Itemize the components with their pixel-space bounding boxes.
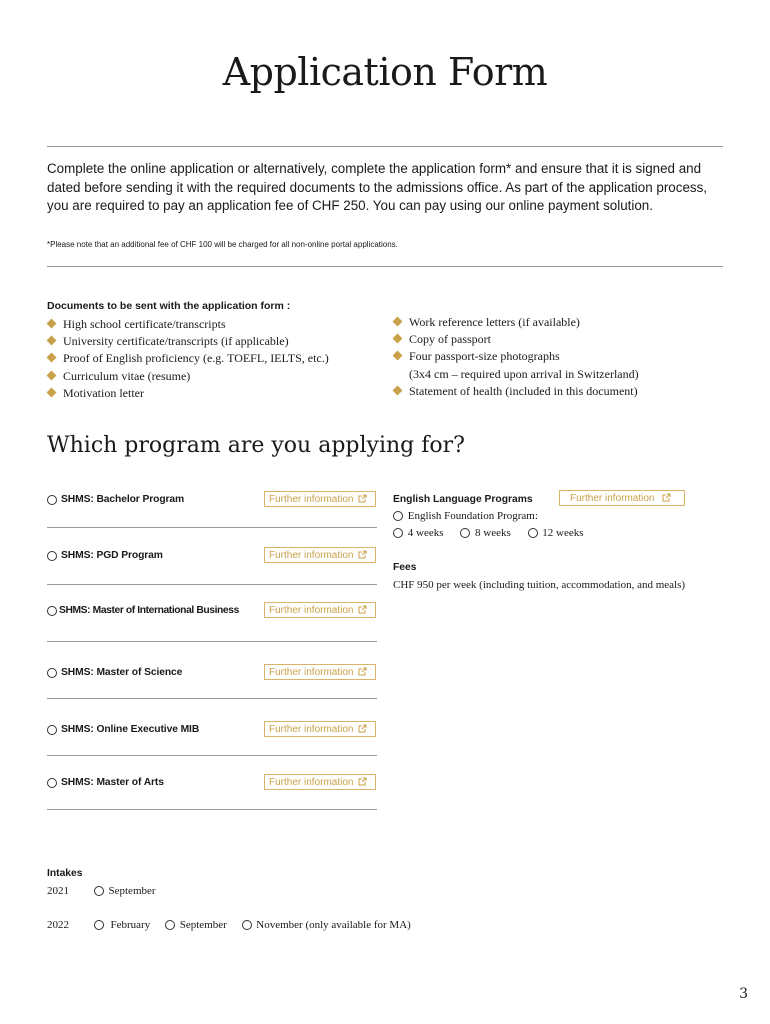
intake-option-label: September	[108, 885, 156, 897]
list-item: Four passport-size photographs	[393, 348, 639, 365]
english-programs-heading: English Language Programs	[393, 494, 533, 505]
fee-note: *Please note that an additional fee of CHF 100 will be charged for all non-online portal applications.	[47, 240, 398, 249]
list-item: Proof of English proficiency (e.g. TOEFL, IELTS, etc.)	[47, 350, 329, 367]
list-item: High school certificate/transcripts	[47, 316, 329, 333]
external-link-icon	[358, 494, 367, 503]
weeks-radio[interactable]	[393, 528, 403, 538]
documents-list-left	[47, 316, 329, 402]
list-item: Copy of passport	[393, 331, 639, 348]
external-link-icon	[358, 667, 367, 676]
intake-radio[interactable]	[165, 920, 175, 930]
intake-radio[interactable]	[94, 920, 104, 930]
divider	[47, 641, 377, 642]
bullet-diamond-icon	[393, 334, 403, 344]
bullet-diamond-icon	[47, 319, 57, 329]
program-label: SHMS: Online Executive MIB	[61, 724, 200, 735]
intake-option-label: September	[179, 919, 227, 931]
weeks-label: 12 weeks	[542, 527, 584, 539]
further-info-link[interactable]: Further information	[264, 664, 376, 680]
bullet-diamond-icon	[47, 336, 57, 346]
program-label: SHMS: Master of International Business	[59, 605, 239, 616]
further-info-link[interactable]: Further information	[559, 490, 685, 506]
list-item-subtext: (3x4 cm – required upon arrival in Switzerland)	[409, 366, 639, 381]
program-label: SHMS: PGD Program	[61, 550, 163, 561]
program-option	[47, 603, 377, 619]
divider	[47, 584, 377, 585]
bullet-diamond-icon	[47, 387, 57, 397]
list-item: Work reference letters (if available)	[393, 314, 639, 331]
program-radio[interactable]	[47, 551, 57, 561]
intro-paragraph: Complete the online application or alternatively, complete the application form* and ensure that it is signed and dated before sending it with the required documents to the admissions office. As part of the application process, you are required to pay an application fee of CHF 250. You can pay using our online payment solution.	[47, 161, 708, 214]
list-item: Curriculum vitae (resume)	[47, 368, 329, 385]
program-radio[interactable]	[47, 495, 57, 505]
divider	[47, 755, 377, 756]
further-info-link[interactable]: Further information	[264, 491, 376, 507]
divider	[47, 266, 723, 267]
weeks-label: 4 weeks	[407, 527, 444, 539]
further-info-link[interactable]: Further information	[264, 602, 376, 618]
fees-heading: Fees	[393, 562, 417, 573]
program-option	[47, 492, 377, 508]
page-title: Application Form	[222, 50, 548, 94]
further-info-link[interactable]: Further information	[264, 547, 376, 563]
program-option	[47, 548, 377, 564]
bullet-diamond-icon	[393, 317, 403, 327]
external-link-icon	[358, 777, 367, 786]
program-label: SHMS: Bachelor Program	[61, 494, 185, 505]
documents-heading: Documents to be sent with the application form :	[47, 300, 291, 312]
list-item: Motivation letter	[47, 385, 329, 402]
fees-text: CHF 950 per week (including tuition, accommodation, and meals)	[393, 579, 686, 591]
program-radio[interactable]	[47, 725, 57, 735]
foundation-radio[interactable]	[393, 511, 403, 521]
external-link-icon	[358, 550, 367, 559]
program-radio[interactable]	[47, 606, 57, 616]
documents-list-right	[393, 314, 639, 400]
bullet-diamond-icon	[47, 353, 57, 363]
bullet-diamond-icon	[393, 351, 403, 361]
program-radio[interactable]	[47, 778, 57, 788]
page-number: 3	[739, 986, 748, 1002]
further-info-link[interactable]: Further information	[264, 774, 376, 790]
external-link-icon	[358, 724, 367, 733]
program-radio[interactable]	[47, 668, 57, 678]
weeks-label: 8 weeks	[475, 527, 511, 539]
intake-row-2021	[47, 885, 156, 897]
program-label: SHMS: Master of Arts	[61, 777, 164, 788]
program-heading: Which program are you applying for?	[47, 433, 465, 458]
foundation-label: English Foundation Program:	[407, 510, 538, 522]
intake-option-label: November (only available for MA)	[256, 919, 411, 931]
intake-row-2022	[47, 919, 411, 931]
program-option	[47, 722, 377, 738]
weeks-radio[interactable]	[460, 528, 470, 538]
divider	[47, 698, 377, 699]
intakes-heading: Intakes	[47, 868, 83, 879]
bullet-diamond-icon	[47, 370, 57, 380]
divider	[47, 809, 377, 810]
intake-radio[interactable]	[94, 886, 104, 896]
program-label: SHMS: Master of Science	[61, 667, 183, 678]
divider	[47, 146, 723, 147]
external-link-icon	[358, 605, 367, 614]
weeks-radio[interactable]	[528, 528, 538, 538]
external-link-icon	[662, 493, 671, 502]
further-info-link[interactable]: Further information	[264, 721, 376, 737]
intake-year: 2021	[47, 885, 69, 897]
bullet-diamond-icon	[393, 385, 403, 395]
weeks-options	[393, 527, 584, 539]
intake-radio[interactable]	[242, 920, 252, 930]
english-foundation-option	[393, 510, 538, 522]
intake-option-label: February	[110, 919, 151, 931]
list-item: University certificate/transcripts (if applicable)	[47, 333, 329, 350]
program-option	[47, 775, 377, 791]
intake-year: 2022	[47, 919, 69, 931]
list-item: Statement of health (included in this document)	[393, 383, 639, 400]
divider	[47, 527, 377, 528]
program-option	[47, 665, 377, 681]
